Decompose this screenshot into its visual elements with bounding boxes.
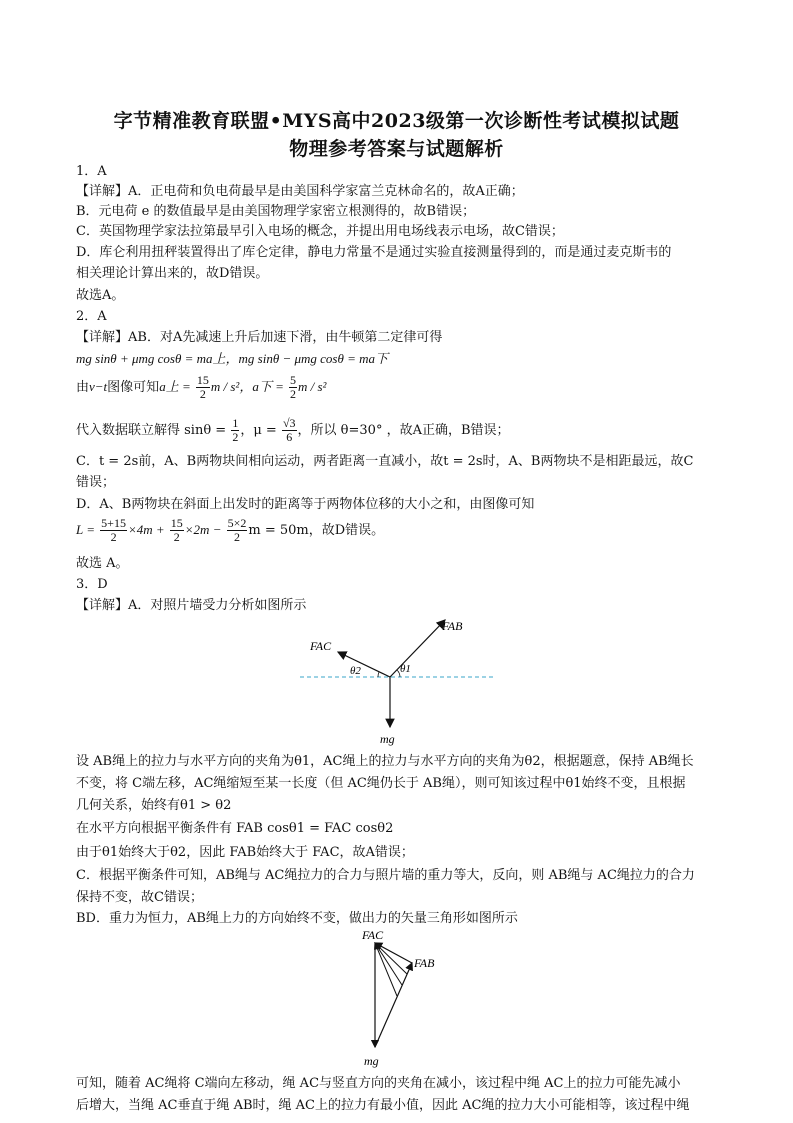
q1-line: D．库仑利用扭秤装置得出了库仑定律，静电力常量不是通过实验直接测量得到的，而是通过麦克斯韦的 <box>76 245 672 260</box>
fac-label: FAC <box>310 639 332 653</box>
q3-line: 在水平方向根据平衡条件有 FAB cosθ1 = FAC cosθ2 <box>76 821 394 836</box>
fraction: $\frac{15}{2}$ <box>196 373 209 401</box>
q2-accel-line <box>76 372 726 403</box>
q2-vt: v−t <box>89 379 108 394</box>
fac-vector <box>375 943 407 974</box>
q2-text: ，所以 θ=30° ，故A正确，B错误； <box>297 423 510 438</box>
fac-arrow <box>338 652 390 677</box>
q2-equation: mg sinθ + μmg cosθ = ma上，mg sinθ − μmg cosθ = ma下 <box>76 351 389 366</box>
q1-line: C．英国物理学家法拉第最早引入电场的概念，并提出用电场线表示电场，故C错误； <box>76 224 564 239</box>
unit: m / s² <box>210 379 240 394</box>
fab-vector <box>375 963 412 1047</box>
q2-answer: 2．A <box>76 309 107 324</box>
q3-answer: 3．D <box>76 577 108 592</box>
q2-line: 【详解】AB．对A先减速上升后加速下滑，由牛顿第二定律可得 <box>76 330 443 345</box>
fraction: $\frac{5}{2}$ <box>290 373 296 401</box>
q1-line: 故选A。 <box>76 288 125 303</box>
q2-line: D．A、B两物块在斜面上出发时的距离等于两物体位移的大小之和，由图像可知 <box>76 497 535 512</box>
fab-label: FAB <box>442 619 463 633</box>
q3-line: 几何关系，始终有θ1 > θ2 <box>76 798 232 813</box>
q3-line: 后增大，当绳 AC垂直于绳 AB时，绳 AC上的拉力有最小值，因此 AC绳的拉力大小可能相等，该过程中绳 <box>76 1098 690 1113</box>
q2-line: 错误； <box>76 475 116 490</box>
q2-text: 代入数据联立解得 sinθ = <box>76 423 227 438</box>
force-diagram-1 <box>290 612 510 752</box>
mg-label: mg <box>364 1054 379 1068</box>
fraction: $\frac{1}{2}$ <box>232 416 239 444</box>
q3-line: C．根据平衡条件可知，AB绳与 AC绳拉力的合力与照片墙的重力等大，反向，则 AB绳与 AC绳拉力的合力 <box>76 868 695 883</box>
fac-vector <box>375 943 397 996</box>
q3-line: 保持不变，故C错误； <box>76 890 203 905</box>
mg-label: mg <box>380 732 395 746</box>
page-title: 字节精准教育联盟•MYS高中2023级第一次诊断性考试模拟试题 <box>113 110 680 132</box>
q2-a-up: a上 = <box>159 379 191 394</box>
q3-line: 可知，随着 AC绳将 C端向左移动，绳 AC与竖直方向的夹角在减小，该过程中绳 AC上的拉力可能先减小 <box>76 1076 681 1091</box>
q2-distance-equation: L = $\frac{5+15}{2}$ ×4m + $\frac{15}{2}$ ×2m − $\frac{5\times 2}{2}$ m = 50m，故D错误。 <box>76 516 385 544</box>
page-subtitle: 物理参考答案与试题解析 <box>289 138 504 160</box>
q2-line: C．t = 2s前，A、B两物块间相向运动，两者距离一直减小，故t = 2s时，A、B两物块不是相距最远，故C <box>76 454 694 469</box>
q1-line: 【详解】A．正电荷和负电荷最早是由美国科学家富兰克林命名的，故A正确； <box>76 184 524 199</box>
fac-vector <box>375 943 402 985</box>
q1-line: B．元电荷 e 的数值最早是由美国物理学家密立根测得的，故B错误； <box>76 204 476 219</box>
theta2-arc <box>378 672 379 677</box>
fac-label: FAC <box>362 928 384 942</box>
q2-a-down: ，a下 = <box>239 379 284 394</box>
theta1-label: θ1 <box>400 663 411 675</box>
unit: m / s² <box>298 379 327 394</box>
fab-label: FAB <box>414 956 435 970</box>
force-triangle-diagram <box>330 925 470 1070</box>
fab-arrow <box>390 620 445 677</box>
q2-text: ，μ = <box>240 423 277 438</box>
fraction: $\frac{√3}{6}$ <box>282 416 296 444</box>
q2-text: 图像可知 <box>107 380 160 395</box>
q3-line: 【详解】A．对照片墙受力分析如图所示 <box>76 598 307 613</box>
fraction: $\frac{5\times 2}{2}$ <box>227 516 247 544</box>
fac-vector <box>375 943 412 963</box>
q3-line: 不变，将 C端左移，AC绳缩短至某一长度（但 AC绳仍长于 AB绳），则可知该过程中θ1始终不变，且根据 <box>76 776 686 791</box>
q3-line: 设 AB绳上的拉力与水平方向的夹角为θ1，AC绳上的拉力与水平方向的夹角为θ2，根据题意，保持 AB绳长 <box>76 754 694 769</box>
q1-answer: 1．A <box>76 164 107 179</box>
q3-line: BD．重力为恒力，AB绳上力的方向始终不变，做出力的矢量三角形如图所示 <box>76 911 518 926</box>
q2-text: 由 <box>76 380 90 395</box>
fraction: $\frac{5+15}{2}$ <box>101 516 126 544</box>
q1-line: 相关理论计算出来的，故D错误。 <box>76 266 269 281</box>
theta2-label: θ2 <box>350 665 361 677</box>
q2-solve-line <box>76 416 726 446</box>
q3-line: 由于θ1始终大于θ2，因此 FAB始终大于 FAC，故A错误； <box>76 845 414 860</box>
fraction: $\frac{15}{2}$ <box>170 516 183 544</box>
q2-line: 故选 A。 <box>76 556 129 571</box>
